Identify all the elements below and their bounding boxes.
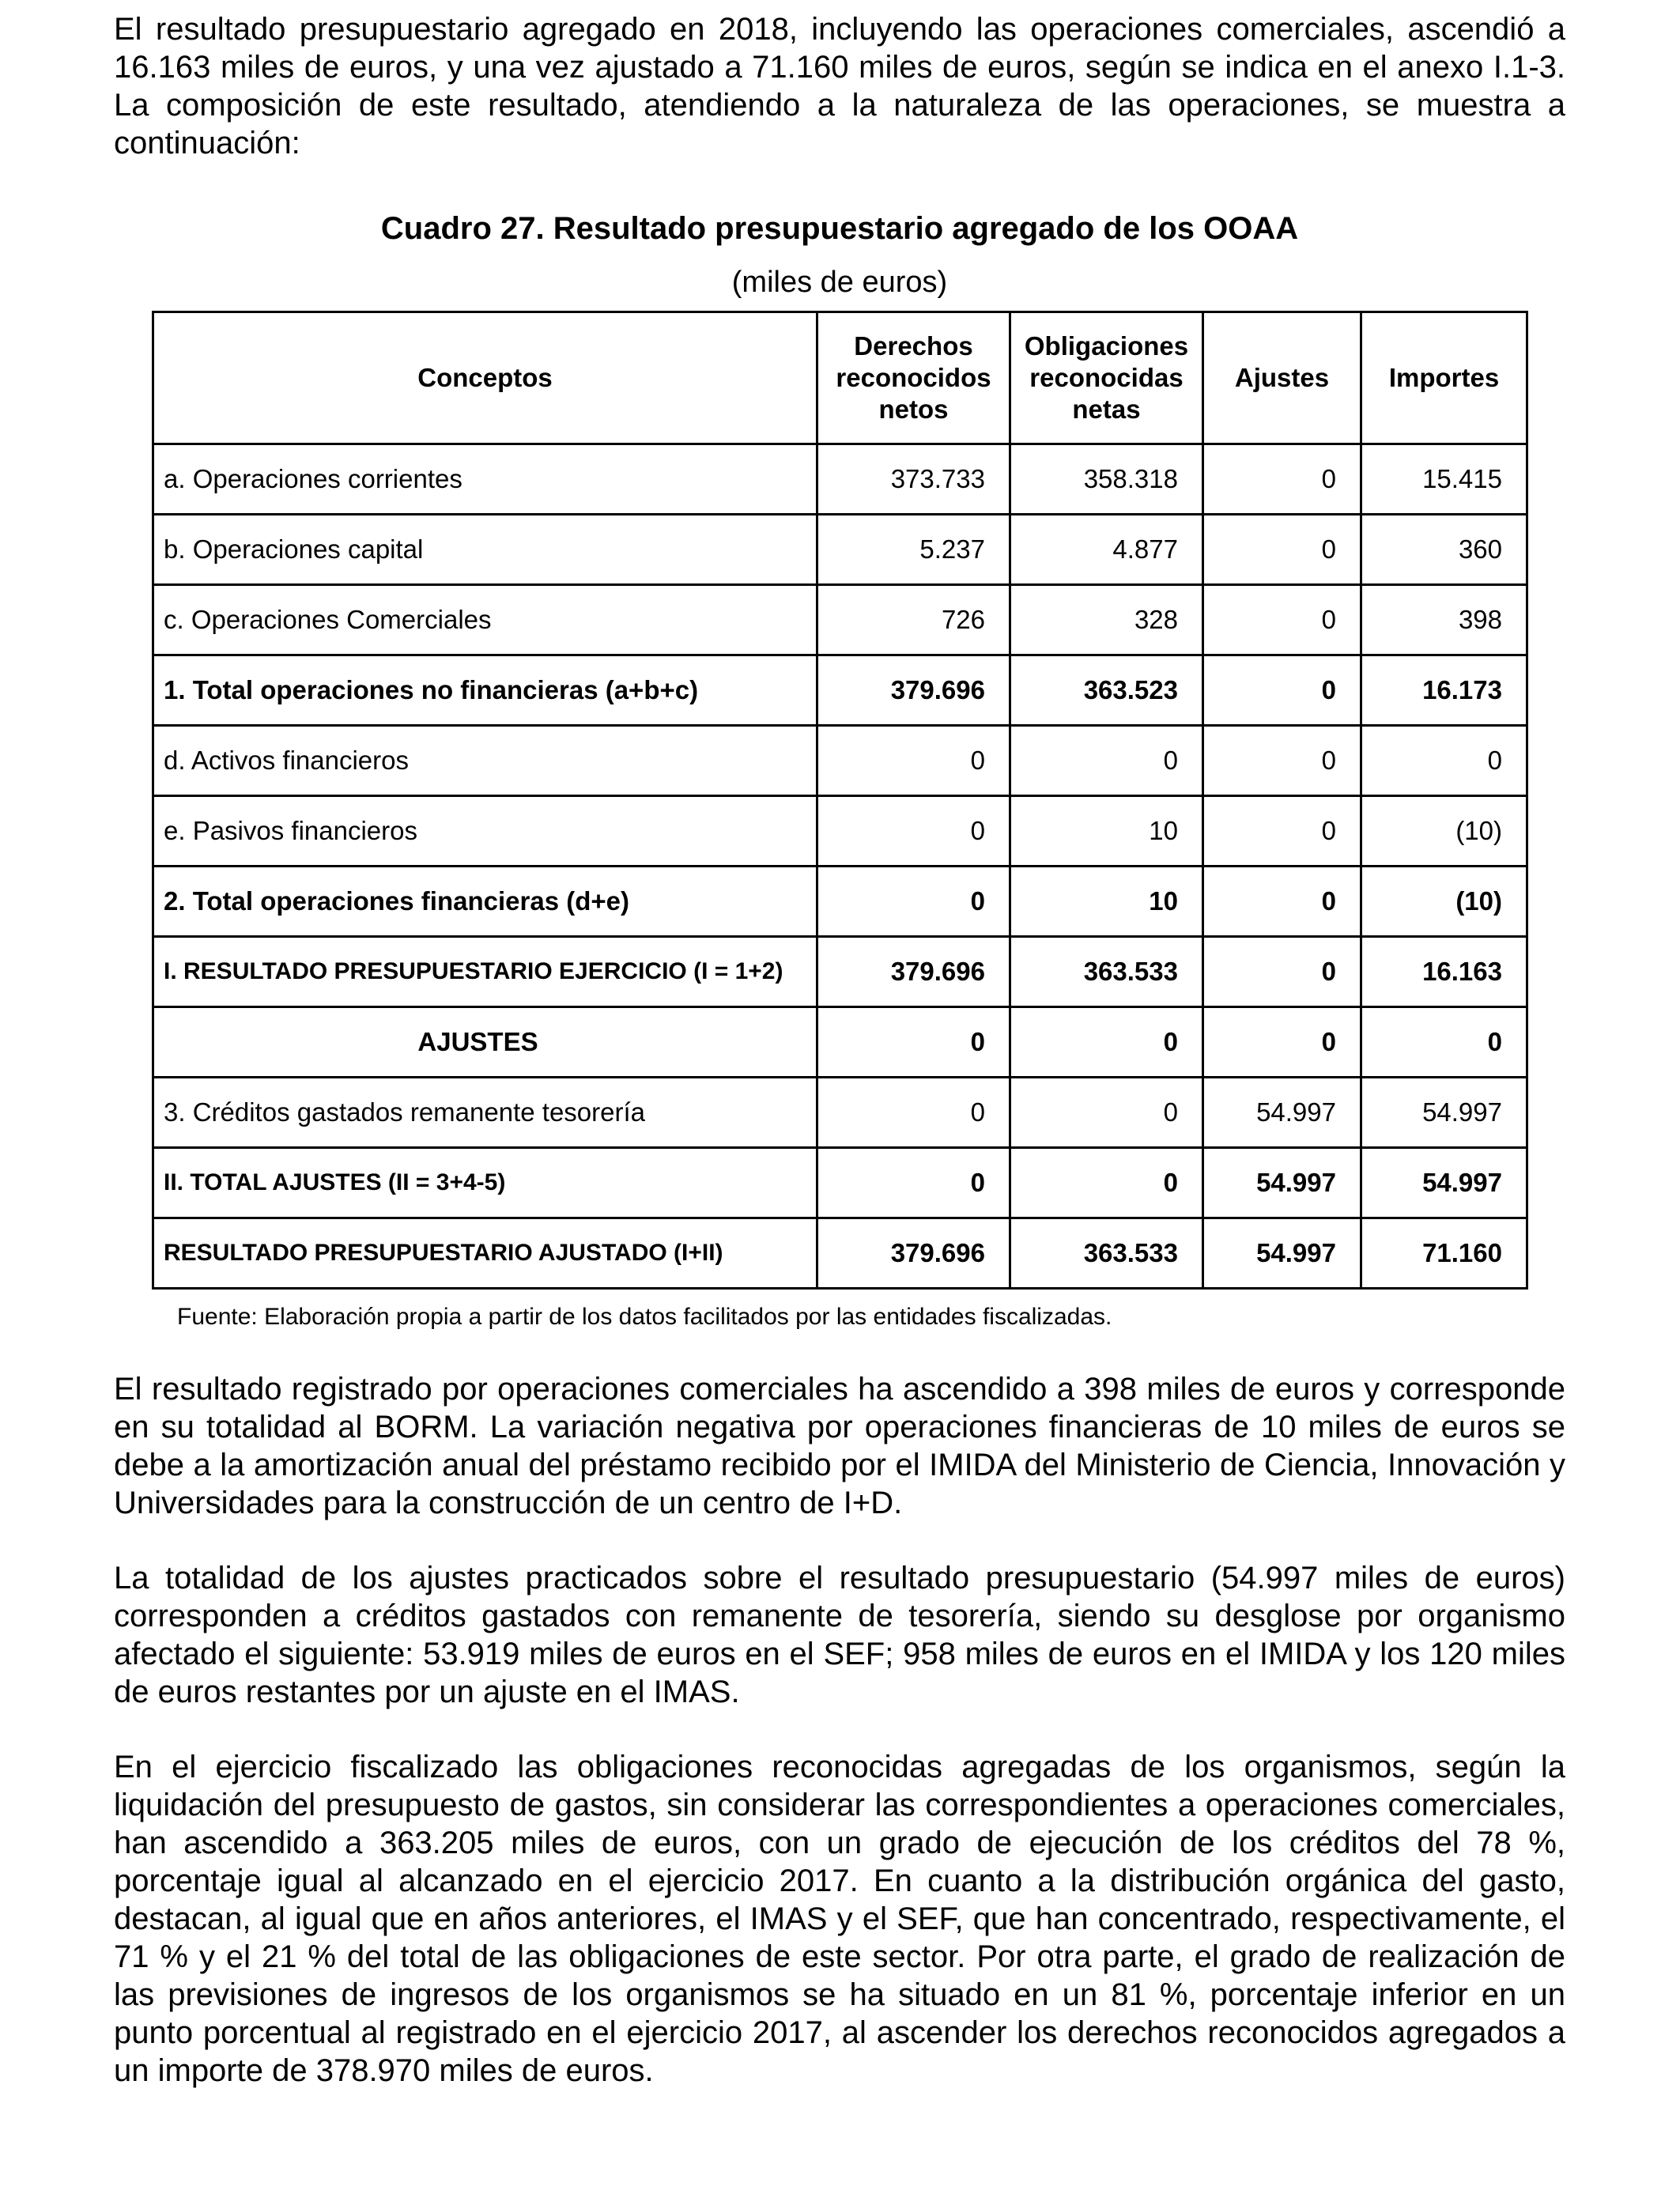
row-label: a. Operaciones corrientes (153, 444, 817, 515)
budget-result-table (152, 311, 1528, 1290)
cell-importes: 15.415 (1361, 444, 1527, 515)
cell-derechos: 0 (817, 1078, 1010, 1148)
cell-importes: 16.163 (1361, 937, 1527, 1007)
intro-paragraph: El resultado presupuestario agregado en 2018, incluyendo las operaciones comerciales, ascendió a 16.163 miles de euros, y una vez ajustado a 71.160 miles de euros, según se indica en el anexo I.1-3. La composición de este resultado, atendiendo a la naturaleza de las operaciones, se muestra a continuación: (114, 12, 1565, 160)
cell-ajustes: 0 (1203, 726, 1361, 796)
cell-derechos: 379.696 (817, 1218, 1010, 1289)
cell-derechos: 0 (817, 796, 1010, 867)
cell-obligaciones: 358.318 (1010, 444, 1203, 515)
row-label: I. RESULTADO PRESUPUESTARIO EJERCICIO (I = 1+2) (153, 937, 817, 1007)
table-subtitle: (miles de euros) (731, 266, 948, 299)
cell-obligaciones: 363.533 (1010, 937, 1203, 1007)
cell-obligaciones: 0 (1010, 726, 1203, 796)
cell-ajustes: 0 (1203, 515, 1361, 585)
paragraph-ejecucion: En el ejercicio fiscalizado las obligaciones reconocidas agregadas de los organismos, según la liquidación del presupuesto de gastos, sin considerar las correspondientes a operaciones comerciales, han ascendido a 363.205 miles de euros, con un grado de ejecución de los créditos del 78 %, porcentaje igual al alcanzado en el ejercicio 2017. En cuanto a la distribución orgánica del gasto, destacan, al igual que en años anteriores, el IMAS y el SEF, que han concentrado, respectivamente, el 71 % y el 21 % del total de las obligaciones de este sector. Por otra parte, el grado de realización de las previsiones de ingresos de los organismos se ha situado en un 81 %, porcentaje inferior en un punto porcentual al registrado en el ejercicio 2017, al ascender los derechos reconocidos agregados a un importe de 378.970 miles de euros. (114, 1750, 1565, 2088)
table-row (153, 796, 1527, 867)
table-row (153, 726, 1527, 796)
cell-derechos: 0 (817, 1007, 1010, 1078)
cell-importes: 0 (1361, 726, 1527, 796)
cell-importes: (10) (1361, 796, 1527, 867)
cell-importes: 71.160 (1361, 1218, 1527, 1289)
header-ajustes: Ajustes (1203, 312, 1361, 444)
table-title: Cuadro 27. Resultado presupuestario agregado de los OOAA (380, 211, 1299, 246)
table-row (153, 444, 1527, 515)
cell-ajustes: 0 (1203, 655, 1361, 726)
document-page (114, 0, 1565, 301)
row-label: c. Operaciones Comerciales (153, 585, 817, 655)
cell-obligaciones: 10 (1010, 867, 1203, 937)
cell-ajustes: 54.997 (1203, 1078, 1361, 1148)
table-row-result (153, 937, 1527, 1007)
row-label: d. Activos financieros (153, 726, 817, 796)
cell-ajustes: 54.997 (1203, 1218, 1361, 1289)
cell-obligaciones: 0 (1010, 1078, 1203, 1148)
table-row (153, 585, 1527, 655)
cell-derechos: 0 (817, 726, 1010, 796)
row-label: e. Pasivos financieros (153, 796, 817, 867)
cell-obligaciones: 363.523 (1010, 655, 1203, 726)
row-label: 1. Total operaciones no financieras (a+b+c) (153, 655, 817, 726)
cell-obligaciones: 0 (1010, 1148, 1203, 1218)
cell-ajustes: 0 (1203, 867, 1361, 937)
cell-importes: (10) (1361, 867, 1527, 937)
row-label: 2. Total operaciones financieras (d+e) (153, 867, 817, 937)
cell-derechos: 726 (817, 585, 1010, 655)
table-row (153, 515, 1527, 585)
table-row-ajustes-heading (153, 1007, 1527, 1078)
table-row-result (153, 1218, 1527, 1289)
cell-obligaciones: 363.533 (1010, 1218, 1203, 1289)
cell-importes: 54.997 (1361, 1078, 1527, 1148)
cell-importes: 360 (1361, 515, 1527, 585)
header-conceptos: Conceptos (153, 312, 817, 444)
cell-obligaciones: 328 (1010, 585, 1203, 655)
table-row-total (153, 867, 1527, 937)
row-label: AJUSTES (153, 1007, 817, 1078)
cell-obligaciones: 4.877 (1010, 515, 1203, 585)
header-obligaciones: Obligaciones reconocidas netas (1010, 312, 1203, 444)
cell-obligaciones: 10 (1010, 796, 1203, 867)
cell-importes: 398 (1361, 585, 1527, 655)
header-importes: Importes (1361, 312, 1527, 444)
cell-derechos: 0 (817, 1148, 1010, 1218)
table-row (153, 1078, 1527, 1148)
header-derechos: Derechos reconocidos netos (817, 312, 1010, 444)
cell-derechos: 379.696 (817, 655, 1010, 726)
cell-ajustes: 0 (1203, 796, 1361, 867)
table-header-row (153, 312, 1527, 444)
cell-derechos: 373.733 (817, 444, 1010, 515)
cell-ajustes: 0 (1203, 937, 1361, 1007)
cell-obligaciones: 0 (1010, 1007, 1203, 1078)
paragraph-operaciones-comerciales: El resultado registrado por operaciones comerciales ha ascendido a 398 miles de euros y corresponde en su totalidad al BORM. La variación negativa por operaciones financieras de 10 miles de euros se debe a la amortización anual del préstamo recibido por el IMIDA del Ministerio de Ciencia, Innovación y Universidades para la construcción de un centro de I+D. (114, 1372, 1565, 1520)
row-label: b. Operaciones capital (153, 515, 817, 585)
cell-derechos: 5.237 (817, 515, 1010, 585)
cell-ajustes: 0 (1203, 1007, 1361, 1078)
cell-ajustes: 54.997 (1203, 1148, 1361, 1218)
cell-importes: 54.997 (1361, 1148, 1527, 1218)
cell-derechos: 0 (817, 867, 1010, 937)
table-row-total (153, 655, 1527, 726)
cell-importes: 16.173 (1361, 655, 1527, 726)
paragraph-ajustes: La totalidad de los ajustes practicados sobre el resultado presupuestario (54.997 miles de euros) corresponden a créditos gastados con remanente de tesorería, siendo su desglose por organismo afectado el siguiente: 53.919 miles de euros en el SEF; 958 miles de euros en el IMIDA y los 120 miles de euros restantes por un ajuste en el IMAS. (114, 1561, 1565, 1709)
table-source-note: Fuente: Elaboración propia a partir de los datos facilitados por las entidades fiscalizadas. (177, 1304, 1112, 1330)
row-label: RESULTADO PRESUPUESTARIO AJUSTADO (I+II) (153, 1218, 817, 1289)
cell-derechos: 379.696 (817, 937, 1010, 1007)
table-row-total (153, 1148, 1527, 1218)
cell-importes: 0 (1361, 1007, 1527, 1078)
row-label: 3. Créditos gastados remanente tesorería (153, 1078, 817, 1148)
cell-ajustes: 0 (1203, 585, 1361, 655)
cell-ajustes: 0 (1203, 444, 1361, 515)
row-label: II. TOTAL AJUSTES (II = 3+4-5) (153, 1148, 817, 1218)
